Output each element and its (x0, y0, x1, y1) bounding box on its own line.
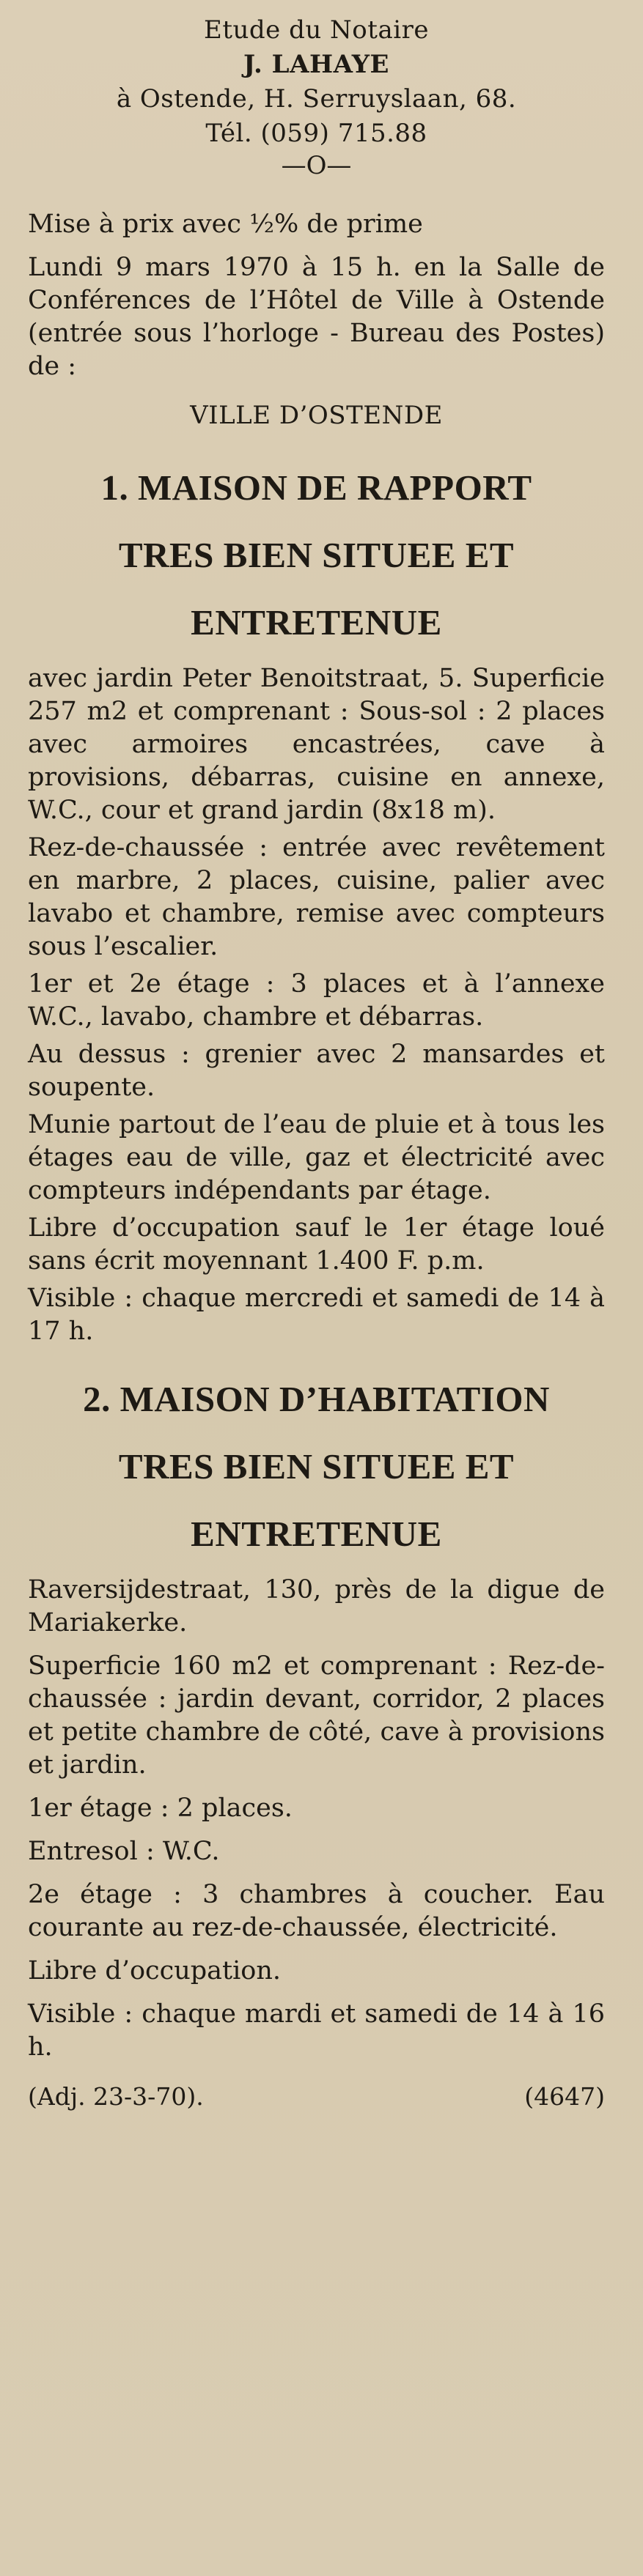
lot-1-paragraph: avec jardin Peter Benoitstraat, 5. Superficie 257 m2 et comprenant : Sous-sol : 2 places avec armoires encastrées, cave à provisions, débarras, cuisine en annexe, W.C., cour et grand jardin (8x18 m). (28, 664, 605, 825)
seller-city: VILLE D’OSTENDE (190, 401, 443, 430)
lot-2-paragraph: Superficie 160 m2 et comprenant : Rez-de-chaussée : jardin devant, corridor, 2 places et petite chambre de côté, cave à provisions et jardin. (28, 1651, 605, 1780)
lot-2-paragraph: Visible : chaque mardi et samedi de 14 à 16 h. (28, 1999, 605, 2062)
lot-1-title-line-2: TRES BIEN SITUEE ET (118, 535, 515, 575)
lot-2-paragraph: Entresol : W.C. (28, 1837, 220, 1866)
header-separator: —O— (281, 151, 352, 180)
lot-2-title-line-1: 2. MAISON D’HABITATION (83, 1379, 550, 1419)
lot-2-paragraph: 1er étage : 2 places. (28, 1794, 293, 1823)
lot-1-paragraph: Munie partout de l’eau de pluie et à tous les étages eau de ville, gaz et électricité avec compteurs indépendants par étage. (28, 1110, 605, 1205)
notice-footer (28, 2080, 605, 2113)
lot-2-title-line-2: TRES BIEN SITUEE ET (118, 1446, 515, 1487)
reference-number: (4647) (524, 2082, 605, 2111)
lot-1-paragraph: Rez-de-chaussée : entrée avec revêtement en marbre, 2 places, cuisine, palier avec lavabo et chambre, remise avec compteurs sous l’escalier. (28, 833, 605, 961)
lot-1-paragraph: Libre d’occupation sauf le 1er étage loué sans écrit moyennant 1.400 F. p.m. (28, 1213, 605, 1276)
notary-name: J. LAHAYE (243, 50, 389, 79)
notary-header (28, 13, 605, 151)
lot-1-paragraph: 1er et 2e étage : 3 places et à l’annexe W.C., lavabo, chambre et débarras. (28, 969, 605, 1032)
lot-2-paragraph: 2e étage : 3 chambres à coucher. Eau courante au rez-de-chaussée, électricité. (28, 1880, 605, 1942)
lot-1-paragraph: Visible : chaque mercredi et samedi de 14 à 17 h. (28, 1284, 605, 1346)
lot-1-title (28, 454, 605, 656)
lot-2-title-line-3: ENTRETENUE (191, 1514, 442, 1554)
notary-address: à Ostende, H. Serruyslaan, 68. (116, 84, 517, 114)
lot-1-title-line-3: ENTRETENUE (191, 602, 442, 643)
notary-office: Etude du Notaire (204, 15, 429, 45)
sale-date-location: Lundi 9 mars 1970 à 15 h. en la Salle de Conférences de l’Hôtel de Ville à Ostende (entrée sous l’horloge - Bureau des Postes) de : (28, 253, 605, 381)
lot-2 (28, 1366, 605, 2064)
mise-a-prix: Mise à prix avec ½% de prime (28, 210, 423, 239)
lot-1 (28, 454, 605, 1348)
lot-1-paragraph: Au dessus : grenier avec 2 mansardes et soupente. (28, 1040, 605, 1102)
lot-2-paragraph: Raversijdestraat, 130, près de la digue de Mariakerke. (28, 1575, 605, 1637)
adjudication-date: (Adj. 23-3-70). (28, 2082, 204, 2111)
lot-2-title (28, 1366, 605, 1568)
lot-2-paragraph: Libre d’occupation. (28, 1956, 282, 1985)
notary-phone: Tél. (059) 715.88 (205, 119, 427, 148)
lot-1-title-line-1: 1. MAISON DE RAPPORT (100, 467, 532, 508)
